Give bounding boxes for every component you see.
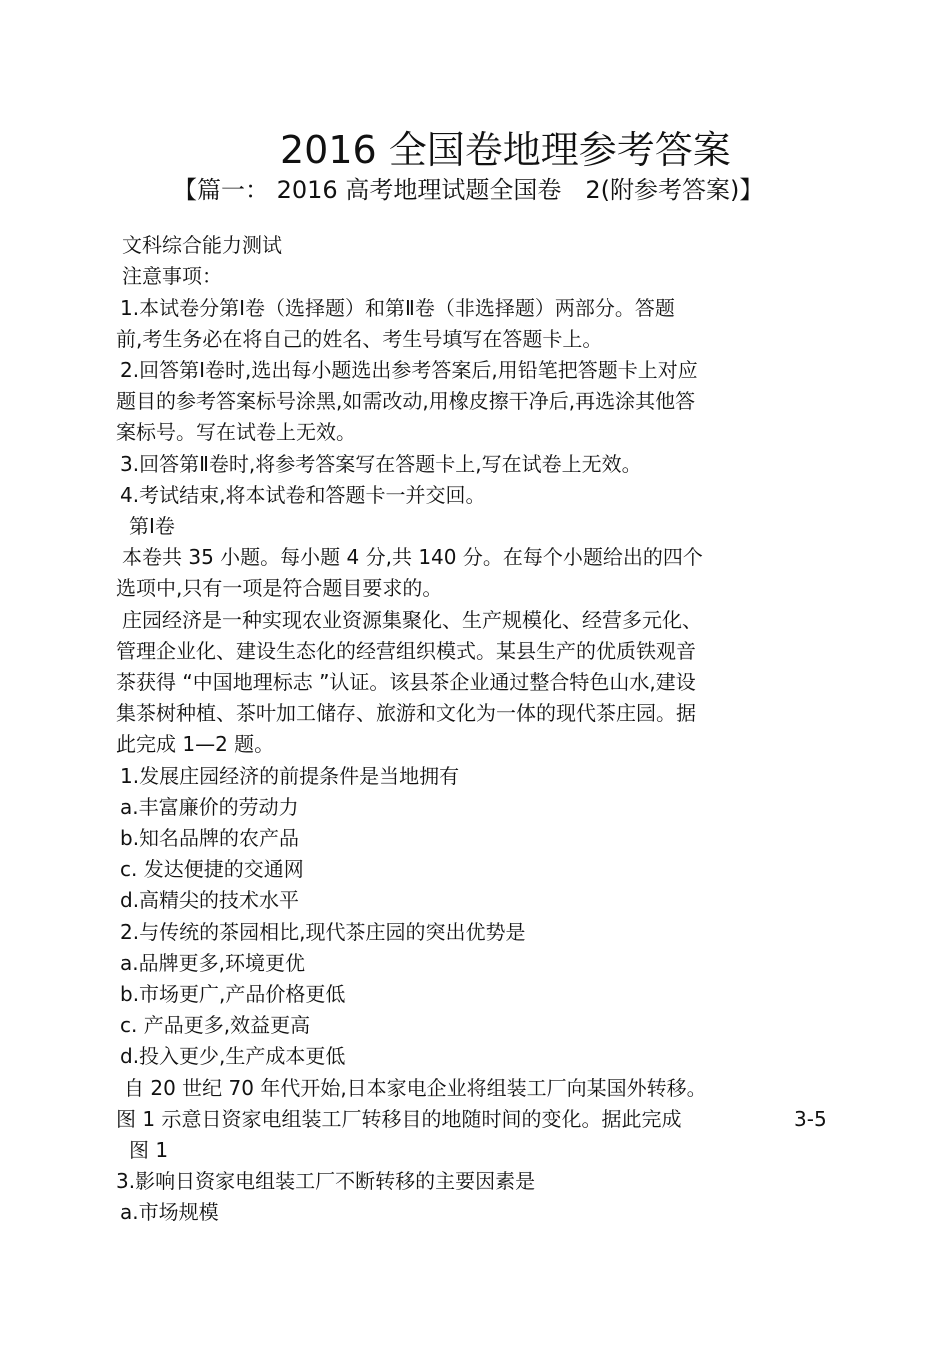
document-subtitle: 【篇一： 2016 高考地理试题全国卷 2(附参考答案)】	[173, 176, 764, 204]
body-line: 此完成 1—2 题。	[116, 732, 275, 756]
body-line: 庄园经济是一种实现农业资源集聚化、生产规模化、经营多元化、	[122, 608, 702, 632]
body-line: 茶获得 “中国地理标志 ”认证。该县茶企业通过整合特色山水,建设	[116, 670, 696, 694]
body-line: 4.考试结束,将本试卷和答题卡一并交回。	[120, 483, 486, 507]
body-line: 前,考生务必在将自己的姓名、考生号填写在答题卡上。	[116, 327, 603, 351]
option-line: d.投入更少,生产成本更低	[120, 1044, 346, 1068]
option-line: b.市场更广,产品价格更低	[120, 982, 346, 1006]
part-heading: 第Ⅰ卷	[129, 514, 175, 538]
document-title: 2016 全国卷地理参考答案	[280, 128, 731, 172]
section-heading: 文科综合能力测试	[122, 233, 282, 257]
body-line: 3.回答第Ⅱ卷时,将参考答案写在答题卡上,写在试卷上无效。	[120, 452, 642, 476]
option-line: c. 产品更多,效益更高	[120, 1013, 311, 1037]
body-line: 1.本试卷分第Ⅰ卷（选择题）和第Ⅱ卷（非选择题）两部分。答题	[120, 296, 675, 320]
body-line: 图 1 示意日资家电组装工厂转移目的地随时间的变化。据此完成	[116, 1107, 682, 1131]
body-line: 题目的参考答案标号涂黑,如需改动,用橡皮擦干净后,再选涂其他答	[116, 389, 696, 413]
question-line: 3.影响日资家电组装工厂不断转移的主要因素是	[116, 1169, 536, 1193]
body-line: 管理企业化、建设生态化的经营组织模式。某县生产的优质铁观音	[116, 639, 696, 663]
question-line: 2.与传统的茶园相比,现代茶庄园的突出优势是	[120, 920, 526, 944]
figure-label: 图 1	[129, 1138, 169, 1162]
question-range: 3-5	[794, 1107, 827, 1131]
option-line: a.市场规模	[120, 1200, 219, 1224]
question-line: 1.发展庄园经济的前提条件是当地拥有	[120, 764, 460, 788]
option-line: c. 发达便捷的交通网	[120, 857, 304, 881]
body-line: 案标号。写在试卷上无效。	[116, 420, 356, 444]
body-line: 本卷共 35 小题。每小题 4 分,共 140 分。在每个小题给出的四个	[122, 545, 703, 569]
option-line: d.高精尖的技术水平	[120, 888, 300, 912]
body-line: 选项中,只有一项是符合题目要求的。	[116, 576, 443, 600]
option-line: a.丰富廉价的劳动力	[120, 795, 299, 819]
option-line: b.知名品牌的农产品	[120, 826, 300, 850]
body-line: 集茶树种植、茶叶加工储存、旅游和文化为一体的现代茶庄园。据	[116, 701, 696, 725]
notes-heading: 注意事项：	[122, 264, 222, 288]
body-line: 自 20 世纪 70 年代开始,日本家电企业将组装工厂向某国外转移。	[124, 1076, 707, 1100]
body-line: 2.回答第Ⅰ卷时,选出每小题选出参考答案后,用铅笔把答题卡上对应	[120, 358, 698, 382]
option-line: a.品牌更多,环境更优	[120, 951, 305, 975]
